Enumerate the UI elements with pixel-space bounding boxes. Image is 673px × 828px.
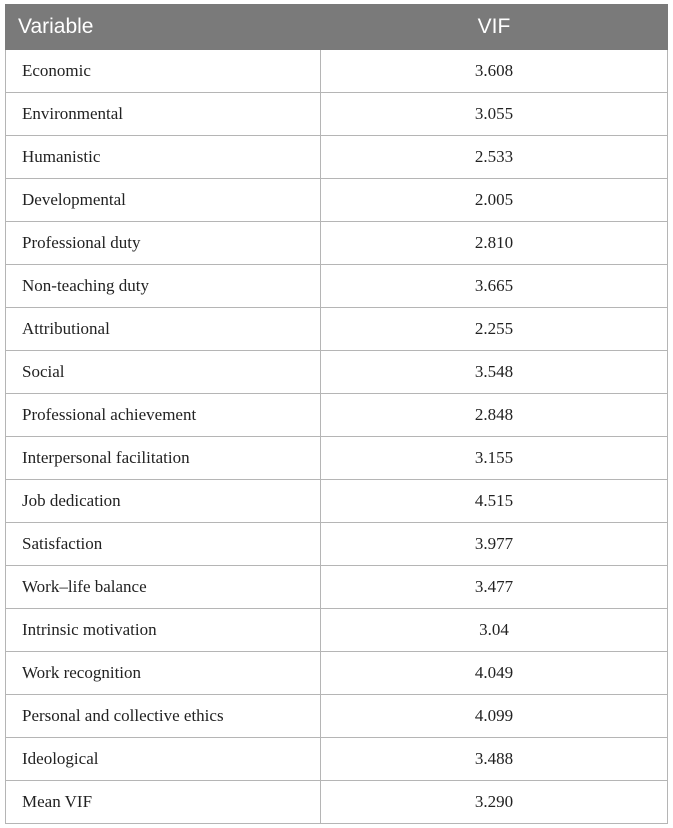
variable-cell: Job dedication xyxy=(6,480,321,523)
vif-value-cell: 3.665 xyxy=(321,265,668,308)
vif-table xyxy=(5,4,668,824)
table-row xyxy=(6,394,668,437)
vif-value-cell: 2.005 xyxy=(321,179,668,222)
vif-value-cell: 3.608 xyxy=(321,50,668,93)
variable-cell: Attributional xyxy=(6,308,321,351)
table-row xyxy=(6,222,668,265)
vif-value-cell: 3.290 xyxy=(321,781,668,824)
variable-cell: Developmental xyxy=(6,179,321,222)
vif-value-cell: 2.810 xyxy=(321,222,668,265)
table-header xyxy=(6,5,668,50)
vif-value-cell: 3.04 xyxy=(321,609,668,652)
variable-cell: Economic xyxy=(6,50,321,93)
vif-value-cell: 4.049 xyxy=(321,652,668,695)
vif-value-cell: 3.548 xyxy=(321,351,668,394)
variable-cell: Professional achievement xyxy=(6,394,321,437)
header-row xyxy=(6,5,668,50)
table-row xyxy=(6,695,668,738)
variable-cell: Humanistic xyxy=(6,136,321,179)
table-row xyxy=(6,50,668,93)
variable-cell: Satisfaction xyxy=(6,523,321,566)
table-row xyxy=(6,308,668,351)
vif-value-cell: 4.515 xyxy=(321,480,668,523)
variable-cell: Personal and collective ethics xyxy=(6,695,321,738)
variable-cell: Work–life balance xyxy=(6,566,321,609)
table-row xyxy=(6,523,668,566)
variable-cell: Ideological xyxy=(6,738,321,781)
vif-value-cell: 3.488 xyxy=(321,738,668,781)
variable-cell: Professional duty xyxy=(6,222,321,265)
vif-value-cell: 3.477 xyxy=(321,566,668,609)
table-row xyxy=(6,437,668,480)
vif-value-cell: 3.155 xyxy=(321,437,668,480)
variable-cell: Non-teaching duty xyxy=(6,265,321,308)
table-row xyxy=(6,781,668,824)
table-body xyxy=(6,50,668,824)
vif-value-cell: 3.977 xyxy=(321,523,668,566)
table-row xyxy=(6,566,668,609)
header-vif: VIF xyxy=(321,5,668,50)
table-row xyxy=(6,265,668,308)
header-variable: Variable xyxy=(6,5,321,50)
table-row xyxy=(6,652,668,695)
table-row xyxy=(6,480,668,523)
vif-value-cell: 3.055 xyxy=(321,93,668,136)
vif-value-cell: 4.099 xyxy=(321,695,668,738)
table-row xyxy=(6,738,668,781)
table-row xyxy=(6,351,668,394)
variable-cell: Social xyxy=(6,351,321,394)
variable-cell: Interpersonal facilitation xyxy=(6,437,321,480)
variable-cell: Intrinsic motivation xyxy=(6,609,321,652)
vif-value-cell: 2.533 xyxy=(321,136,668,179)
variable-cell: Work recognition xyxy=(6,652,321,695)
table-row xyxy=(6,136,668,179)
variable-cell: Mean VIF xyxy=(6,781,321,824)
table-row xyxy=(6,609,668,652)
variable-cell: Environmental xyxy=(6,93,321,136)
table-row xyxy=(6,179,668,222)
vif-value-cell: 2.255 xyxy=(321,308,668,351)
vif-value-cell: 2.848 xyxy=(321,394,668,437)
table-row xyxy=(6,93,668,136)
